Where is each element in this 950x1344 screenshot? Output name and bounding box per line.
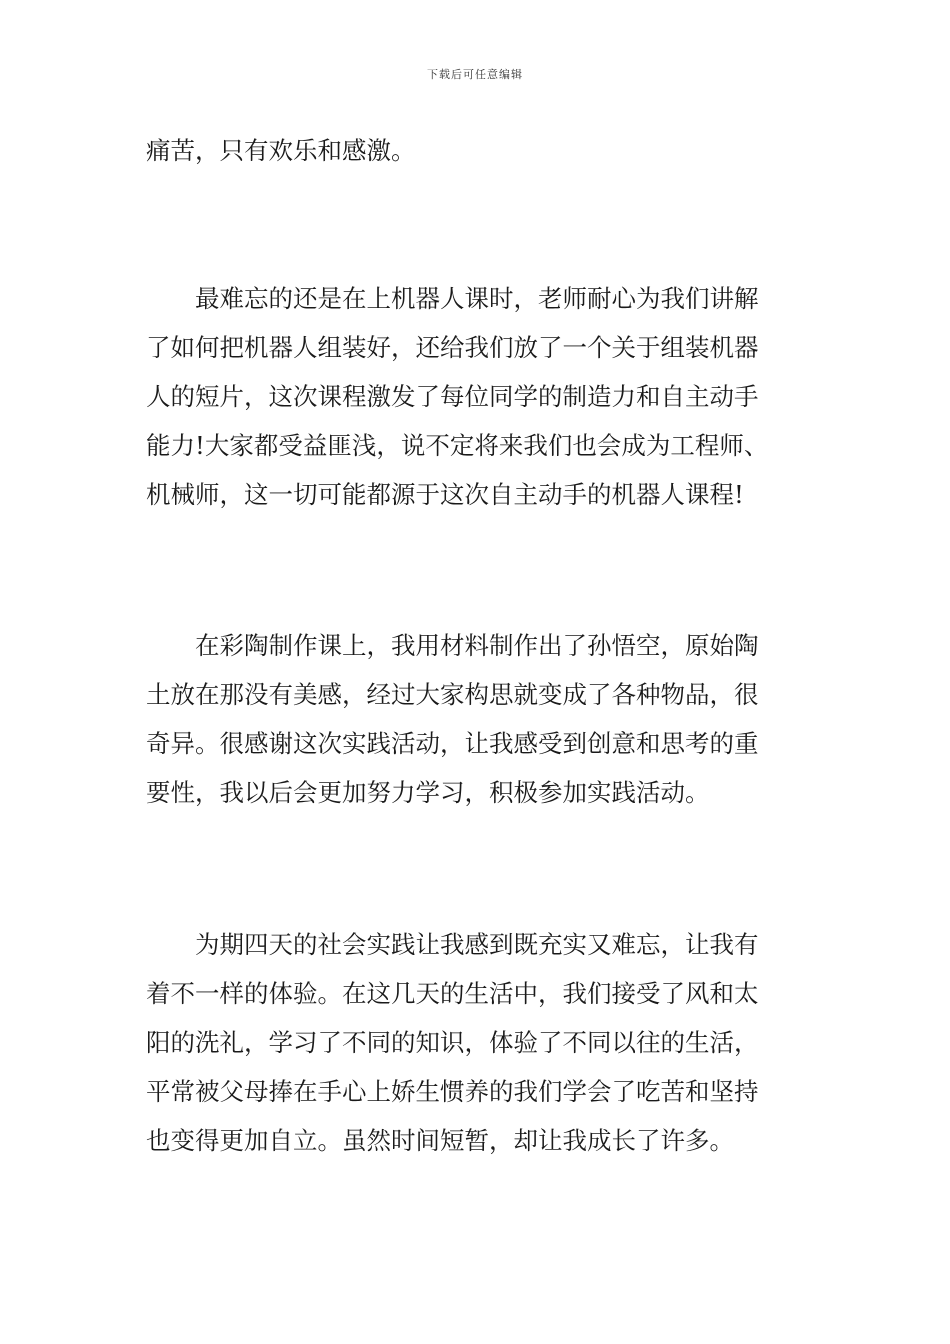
- text-line: 人的短片，这次课程激发了每位同学的制造力和自主动手: [146, 382, 759, 411]
- text-line: 在彩陶制作课上，我用材料制作出了孙悟空，原始陶: [146, 631, 759, 660]
- text-line: 能力!大家都受益匪浅，说不定将来我们也会成为工程师、: [146, 431, 769, 460]
- text-line: 最难忘的还是在上机器人课时，老师耐心为我们讲解: [146, 284, 759, 313]
- paragraph-1: [146, 126, 808, 175]
- paragraph-2: [146, 274, 808, 519]
- text-line: 为期四天的社会实践让我感到既充实又难忘，让我有: [146, 930, 759, 959]
- text-line: 了如何把机器人组装好，还给我们放了一个关于组装机器: [146, 333, 759, 362]
- paragraph-3: [146, 621, 808, 817]
- text-line: 着不一样的体验。在这几天的生活中，我们接受了风和太: [146, 979, 759, 1008]
- text-line: 也变得更加自立。虽然时间短暂，却让我成长了许多。: [146, 1126, 734, 1155]
- text-line: 要性，我以后会更加努力学习，积极参加实践活动。: [146, 778, 710, 807]
- text-line: 奇异。很感谢这次实践活动，让我感受到创意和思考的重: [146, 729, 759, 758]
- text-line: 痛苦，只有欢乐和感激。: [146, 136, 416, 165]
- page-header: 下载后可任意编辑: [427, 68, 523, 81]
- text-line: 机械师，这一切可能都源于这次自主动手的机器人课程!: [146, 480, 744, 509]
- paragraph-4: [146, 920, 808, 1165]
- text-line: 阳的洗礼，学习了不同的知识，体验了不同以往的生活，: [146, 1028, 759, 1057]
- text-line: 土放在那没有美感，经过大家构思就变成了各种物品，很: [146, 680, 759, 709]
- text-line: 平常被父母捧在手心上娇生惯养的我们学会了吃苦和坚持: [146, 1077, 759, 1106]
